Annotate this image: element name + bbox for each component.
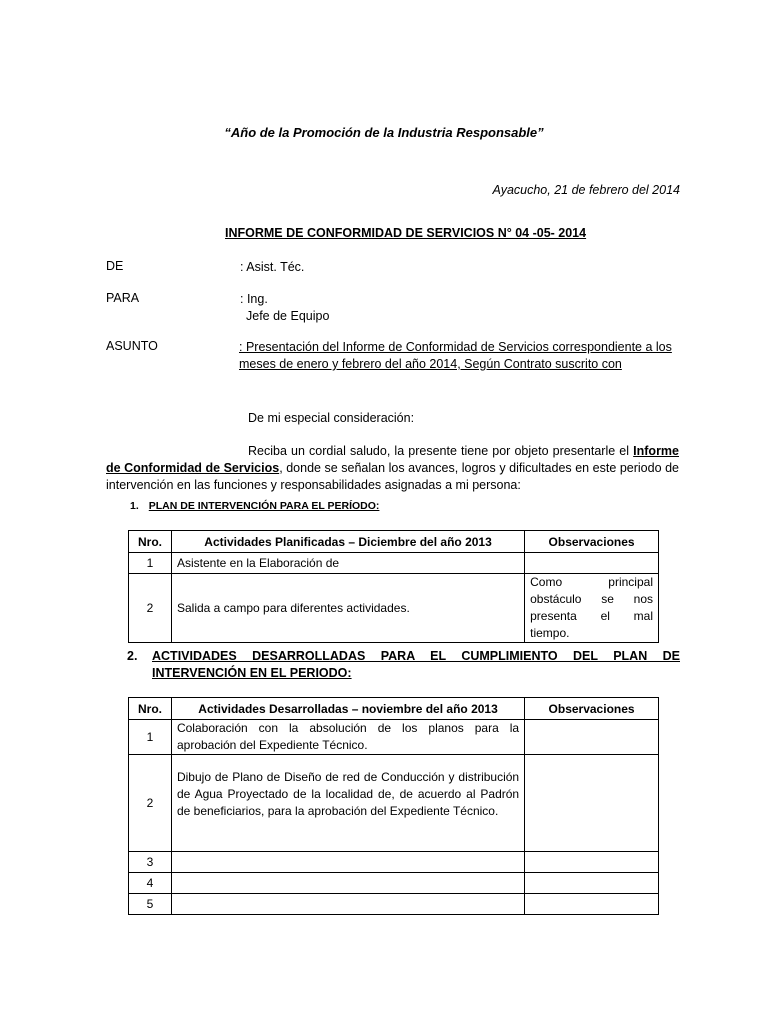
activities-table-header [129, 698, 659, 720]
plan-row2-obs: Como principal obstáculo se nos presenta el mal tiempo. [525, 574, 659, 643]
act-row5-nro: 5 [129, 894, 172, 915]
report-title: INFORME DE CONFORMIDAD DE SERVICIOS N° 04 -05- 2014 [225, 226, 587, 240]
act-row4-obs [525, 873, 659, 894]
section1-heading [130, 500, 379, 512]
act-row1-nro: 1 [129, 720, 172, 755]
act-row2-nro: 2 [129, 755, 172, 852]
asunto-label: ASUNTO [106, 339, 158, 353]
act-row5-actividad [171, 894, 524, 915]
plan-row2-nro: 2 [129, 574, 172, 643]
table-row [129, 873, 659, 894]
salutation: De mi especial consideración: [248, 411, 415, 425]
act-row2-obs [525, 755, 659, 852]
plan-row1-actividad: Asistente en la Elaboración de [171, 553, 524, 574]
body-text-part1: Reciba un cordial saludo, la presente tiene por objeto presentarle el [248, 444, 634, 458]
body-paragraph [106, 443, 679, 494]
act-row5-obs [525, 894, 659, 915]
asunto-value: : Presentación del Informe de Conformidad de Servicios correspondiente a los meses de enero y febrero del año 2014, Según Contrato suscrito con [239, 340, 672, 371]
para-value [240, 291, 329, 325]
document-date: Ayacucho, 21 de febrero del 2014 [492, 183, 680, 197]
section2-title: ACTIVIDADES DESARROLLADAS PARA EL CUMPLIMIENTO DEL PLAN DE INTERVENCIÓN EN EL PERIODO: [152, 649, 680, 680]
activities-table [128, 697, 659, 915]
section1-title: PLAN DE INTERVENCIÓN PARA EL PERÍODO: [148, 500, 380, 512]
table-row [129, 852, 659, 873]
plan-row1-obs [525, 553, 659, 574]
section2-heading [127, 648, 680, 682]
act-row2-actividad: Dibujo de Plano de Diseño de red de Conducción y distribución de Agua Proyectado de la localidad de, de acuerdo al Padrón de beneficiarios, para la aprobación del Expediente Técnico. [171, 755, 524, 852]
motto-heading: “Año de la Promoción de la Industria Responsable” [224, 125, 544, 140]
section2-number: 2. [127, 649, 138, 663]
section1-number: 1. [130, 500, 139, 512]
plan-header-actividades: Actividades Planificadas – Diciembre del año 2013 [171, 531, 524, 553]
act-row3-obs [525, 852, 659, 873]
act-row1-obs [525, 720, 659, 755]
de-label: DE [106, 259, 124, 273]
table-row [129, 720, 659, 755]
plan-row1-nro: 1 [129, 553, 172, 574]
body-text-part2: , donde se señalan los avances, logros y dificultades en este periodo de intervención en las funciones y responsabilidades asignadas a mi persona: [106, 461, 679, 492]
act-row3-actividad [171, 852, 524, 873]
table-row [129, 894, 659, 915]
act-row4-nro: 4 [129, 873, 172, 894]
para-value-line1: : Ing. [240, 292, 268, 306]
table-row [129, 553, 659, 574]
para-label: PARA [106, 291, 140, 305]
act-row4-actividad [171, 873, 524, 894]
act-row1-actividad: Colaboración con la absolución de los planos para la aprobación del Expediente Técnico. [171, 720, 524, 755]
act-header-observaciones: Observaciones [525, 698, 659, 720]
act-header-nro: Nro. [129, 698, 172, 720]
plan-header-observaciones: Observaciones [525, 531, 659, 553]
table-row [129, 755, 659, 852]
plan-row2-actividad: Salida a campo para diferentes actividades. [171, 574, 524, 643]
table-row [129, 574, 659, 643]
act-header-actividades: Actividades Desarrolladas – noviembre del año 2013 [171, 698, 524, 720]
body-text-bold: Informe de Conformidad de Servicios [106, 444, 679, 475]
para-value-line2: Jefe de Equipo [246, 309, 330, 323]
plan-table-header [129, 531, 659, 553]
act-row3-nro: 3 [129, 852, 172, 873]
plan-table [128, 530, 659, 643]
de-value: : Asist. Téc. [240, 260, 305, 274]
plan-header-nro: Nro. [129, 531, 172, 553]
